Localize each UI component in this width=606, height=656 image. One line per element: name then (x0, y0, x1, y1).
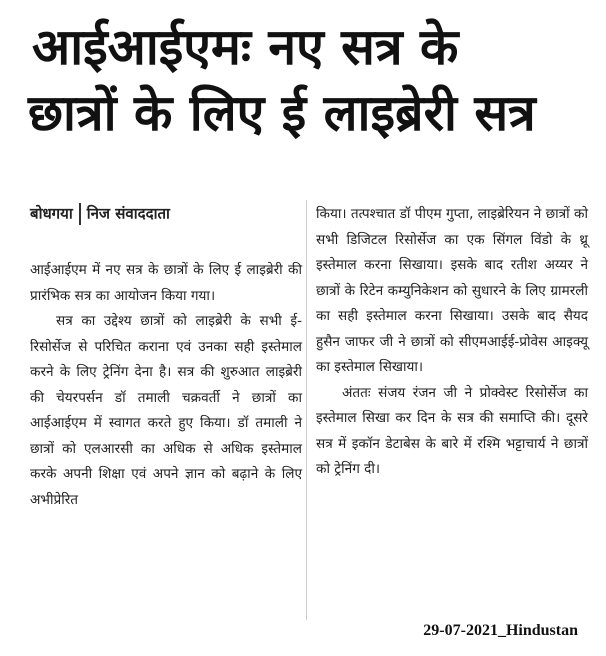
headline (0, 14, 606, 146)
source-credit: 29-07-2021_Hindustan (423, 622, 578, 639)
paragraph-intro: आईआईएम में नए सत्र के छात्रों के लिए ई लाइब्रेरी की प्रारंभिक सत्र का आयोजन किया गया। (30, 262, 302, 304)
paragraph-purpose: सत्र का उद्देश्य छात्रों को लाइब्रेरी के सभी ई-रिसोर्सेज से परिचित कराना एवं उनका सही इस्तेमाल करने के लिए ट्रेनिंग देना है। सत्र की शुरुआत लाइब्रेरी की चेयरपर्सन डॉ तमाली चक्रवर्ती ने छात्रों का आईआईएम में स्वागत करते हुए किया। डॉ तमाली ने छात्रों को एलआरसी का अधिक से अधिक इस्तेमाल करके अपनी शिक्षा एवं अपने ज्ञान को बढ़ाने के लिए अभीप्रेरित (30, 313, 302, 508)
paragraph-closing: अंततः संजय रंजन जी ने प्रोक्वेस्ट रिसोर्सेज का इस्तेमाल सिखा कर दिन के सत्र की समाप्ति की। दूसरे सत्र में इकॉन डेटाबेस के बारे में रश्मि भट्टाचार्य ने छात्रों को ट्रेनिंग दी। (316, 384, 588, 477)
byline-separator (79, 203, 81, 225)
article-column-left (30, 258, 302, 513)
headline-line-1: आईआईएमः नए सत्र के (32, 18, 459, 76)
byline-place: बोधगया (30, 204, 73, 223)
byline-reporter: निज संवाददाता (86, 204, 170, 223)
paragraph-continued: किया। तत्पश्चात डॉ पीएम गुप्ता, लाइब्रेरियन ने छात्रों को सभी डिजिटल रिसोर्सेज का एक सिंगल विंडो के थ्रू इस्तेमाल करना सिखाया। इसके बाद रतीश अय्यर ने छात्रों के रिटेन कम्युनिकेशन को सुधारने के लिए ग्रामरली का सही इस्तेमाल करना सिखाया। उसके बाद सैयद हुसैन जाफर जी ने छात्रों को सीएमआईई-प्रोवेस आइक्यू का इस्तेमाल सिखाया। (316, 206, 588, 375)
article-column-right (316, 202, 588, 483)
headline-line-2: छात्रों के लिए ई लाइब्रेरी सत्र (28, 84, 536, 142)
column-divider (306, 200, 307, 620)
byline (30, 203, 170, 225)
